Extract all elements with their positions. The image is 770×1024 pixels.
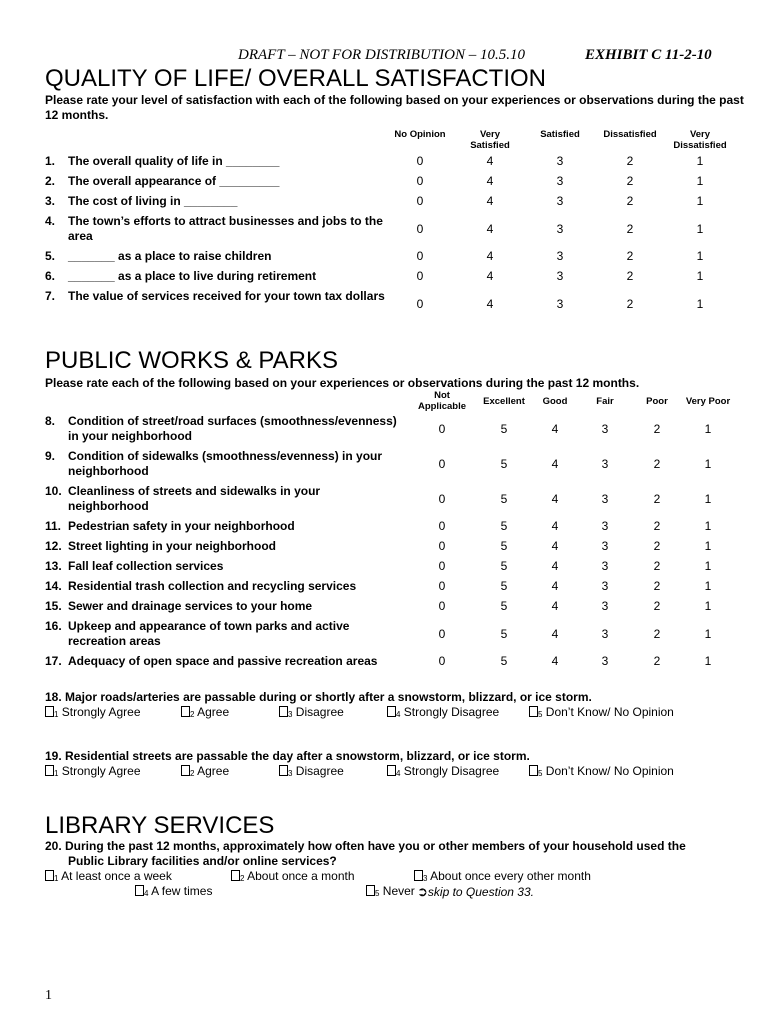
- rating-option[interactable]: 2: [626, 174, 634, 188]
- rating-option[interactable]: 4: [486, 154, 494, 168]
- option-label: About once every other month: [427, 869, 591, 883]
- rating-option[interactable]: 5: [500, 559, 508, 573]
- section-title-quality-of-life: QUALITY OF LIFE/ OVERALL SATISFACTION: [45, 65, 547, 92]
- question-number: 12.: [45, 539, 62, 553]
- column-header: Satisfied: [540, 129, 580, 140]
- question-number: 6.: [45, 269, 56, 283]
- rating-option[interactable]: 4: [551, 654, 559, 668]
- rating-option[interactable]: 2: [653, 539, 661, 553]
- rating-option[interactable]: 5: [500, 492, 508, 506]
- column-header: Good: [542, 396, 568, 407]
- rating-option[interactable]: 0: [438, 539, 446, 553]
- rating-option[interactable]: 4: [486, 174, 494, 188]
- rating-option[interactable]: 3: [601, 457, 609, 471]
- rating-option[interactable]: 5: [500, 539, 508, 553]
- answer-option[interactable]: [45, 705, 141, 722]
- rating-option[interactable]: 2: [653, 457, 661, 471]
- rating-option[interactable]: 5: [500, 422, 508, 436]
- checkbox-icon[interactable]: [387, 765, 396, 776]
- column-header: Dissatisfied: [603, 129, 657, 140]
- rating-option[interactable]: 4: [551, 599, 559, 613]
- answer-option[interactable]: [387, 705, 499, 722]
- draft-notice: DRAFT – NOT FOR DISTRIBUTION – 10.5.10: [238, 47, 525, 63]
- rating-option[interactable]: 2: [626, 194, 634, 208]
- question-number: 11.: [45, 519, 62, 533]
- column-header: Fair: [596, 396, 614, 407]
- question-text: Condition of street/road surfaces (smoothness/evenness) in your neighborhood: [68, 414, 397, 443]
- rating-option[interactable]: 4: [486, 269, 494, 283]
- question-20-line2: Public Library facilities and/or online services?: [68, 854, 337, 868]
- rating-option[interactable]: 0: [438, 579, 446, 593]
- rating-option[interactable]: 1: [696, 249, 704, 263]
- question-text: The value of services received for your town tax dollars: [68, 289, 385, 303]
- answer-option[interactable]: [366, 884, 415, 901]
- rating-option[interactable]: 2: [653, 599, 661, 613]
- question-number: 1.: [45, 154, 56, 168]
- rating-option[interactable]: 3: [601, 579, 609, 593]
- rating-option[interactable]: 3: [556, 269, 564, 283]
- option-label: Don’t Know/ No Opinion: [542, 764, 674, 778]
- rating-option[interactable]: 2: [626, 249, 634, 263]
- section-title-public-works: PUBLIC WORKS & PARKS: [45, 347, 338, 374]
- question-number: 9.: [45, 449, 56, 463]
- option-code: 5: [375, 889, 380, 898]
- rating-option[interactable]: 4: [551, 492, 559, 506]
- rating-option[interactable]: 0: [438, 559, 446, 573]
- question-text: Cleanliness of streets and sidewalks in your neighborhood: [68, 484, 321, 513]
- option-code: 4: [144, 889, 149, 898]
- option-code: 1: [54, 874, 59, 883]
- question-number: 17.: [45, 654, 62, 668]
- question-number: 2.: [45, 174, 56, 188]
- checkbox-icon[interactable]: [181, 765, 190, 776]
- checkbox-icon[interactable]: [181, 706, 190, 717]
- question-number: 10.: [45, 484, 62, 498]
- rating-option[interactable]: 1: [704, 519, 712, 533]
- answer-option[interactable]: [135, 884, 212, 901]
- checkbox-icon[interactable]: [135, 885, 144, 896]
- question-number: 16.: [45, 619, 62, 633]
- column-header: Very Poor: [685, 396, 731, 407]
- rating-option[interactable]: 4: [486, 249, 494, 263]
- option-label: Strongly Disagree: [400, 764, 500, 778]
- rating-option[interactable]: 1: [704, 627, 712, 641]
- answer-option[interactable]: [279, 705, 344, 722]
- rating-option[interactable]: 0: [416, 174, 424, 188]
- question-text: Adequacy of open space and passive recreation areas: [68, 654, 378, 668]
- rating-option[interactable]: 2: [626, 269, 634, 283]
- checkbox-icon[interactable]: [529, 765, 538, 776]
- answer-option[interactable]: [181, 764, 229, 781]
- option-code: 3: [288, 769, 293, 778]
- rating-option[interactable]: 3: [556, 222, 564, 236]
- rating-option[interactable]: 3: [556, 297, 564, 311]
- checkbox-icon[interactable]: [45, 706, 54, 717]
- option-label: Agree: [194, 764, 230, 778]
- rating-option[interactable]: 0: [416, 249, 424, 263]
- option-code: 1: [54, 710, 59, 719]
- rating-option[interactable]: 5: [500, 627, 508, 641]
- column-header: Excellent: [483, 396, 525, 407]
- question-text: The town’s efforts to attract businesses and jobs to the area: [68, 214, 383, 243]
- rating-option[interactable]: 5: [500, 599, 508, 613]
- option-label: Strongly Disagree: [400, 705, 500, 719]
- rating-option[interactable]: 4: [551, 422, 559, 436]
- option-label: Disagree: [292, 705, 344, 719]
- rating-option[interactable]: 0: [438, 599, 446, 613]
- checkbox-icon[interactable]: [45, 870, 54, 881]
- option-code: 4: [396, 769, 401, 778]
- rating-option[interactable]: 2: [626, 222, 634, 236]
- rating-option[interactable]: 0: [438, 654, 446, 668]
- answer-option[interactable]: [231, 869, 355, 886]
- answer-option[interactable]: [45, 764, 141, 781]
- rating-option[interactable]: 2: [653, 492, 661, 506]
- checkbox-icon[interactable]: [279, 765, 288, 776]
- checkbox-icon[interactable]: [529, 706, 538, 717]
- option-code: 2: [240, 874, 245, 883]
- rating-option[interactable]: 2: [653, 627, 661, 641]
- rating-option[interactable]: 2: [653, 559, 661, 573]
- rating-option[interactable]: 0: [416, 222, 424, 236]
- skip-text: skip to Question 33.: [427, 885, 534, 899]
- option-label: Strongly Agree: [58, 764, 141, 778]
- rating-option[interactable]: 5: [500, 519, 508, 533]
- rating-option[interactable]: 3: [556, 249, 564, 263]
- question-number: 15.: [45, 599, 62, 613]
- rating-option[interactable]: 1: [696, 174, 704, 188]
- question-18: 18. Major roads/arteries are passable during or shortly after a snowstorm, blizzard, or ice storm.: [45, 690, 592, 704]
- question-number: 3.: [45, 194, 56, 208]
- rating-option[interactable]: 3: [601, 492, 609, 506]
- question-text: Street lighting in your neighborhood: [68, 539, 276, 553]
- question-text: Fall leaf collection services: [68, 559, 224, 573]
- answer-option[interactable]: [279, 764, 344, 781]
- rating-option[interactable]: 4: [551, 457, 559, 471]
- rating-option[interactable]: 1: [704, 579, 712, 593]
- option-code: 2: [190, 710, 195, 719]
- question-number: 7.: [45, 289, 56, 303]
- column-header: Very Dissatisfied: [673, 129, 727, 151]
- skip-instruction: [417, 884, 534, 900]
- checkbox-icon[interactable]: [366, 885, 375, 896]
- rating-option[interactable]: 3: [601, 422, 609, 436]
- rating-option[interactable]: 3: [601, 627, 609, 641]
- question-text: _______ as a place to raise children: [68, 249, 272, 263]
- rating-option[interactable]: 4: [551, 627, 559, 641]
- checkbox-icon[interactable]: [279, 706, 288, 717]
- option-label: A few times: [148, 884, 213, 898]
- answer-option[interactable]: [387, 764, 499, 781]
- option-code: 2: [190, 769, 195, 778]
- rating-option[interactable]: 1: [696, 222, 704, 236]
- rating-option[interactable]: 1: [704, 422, 712, 436]
- option-label: Strongly Agree: [58, 705, 141, 719]
- section-title-library: LIBRARY SERVICES: [45, 812, 275, 839]
- question-number: 5.: [45, 249, 56, 263]
- column-header: Poor: [646, 396, 668, 407]
- question-text: Pedestrian safety in your neighborhood: [68, 519, 295, 533]
- rating-option[interactable]: 0: [416, 297, 424, 311]
- option-label: Don’t Know/ No Opinion: [542, 705, 674, 719]
- rating-option[interactable]: 0: [438, 627, 446, 641]
- answer-option[interactable]: [181, 705, 229, 722]
- rating-option[interactable]: 1: [704, 559, 712, 573]
- option-label: Never: [379, 884, 415, 898]
- rating-option[interactable]: 4: [551, 519, 559, 533]
- column-header: No Opinion: [394, 129, 446, 140]
- answer-option[interactable]: [529, 705, 674, 722]
- question-text: Condition of sidewalks (smoothness/evenness) in your neighborhood: [68, 449, 383, 478]
- rating-option[interactable]: 0: [416, 269, 424, 283]
- rating-option[interactable]: 3: [601, 539, 609, 553]
- rating-option[interactable]: 1: [704, 654, 712, 668]
- rating-option[interactable]: 2: [626, 154, 634, 168]
- rating-option[interactable]: 2: [653, 422, 661, 436]
- question-text: The cost of living in ________: [68, 194, 238, 208]
- rating-option[interactable]: 1: [704, 457, 712, 471]
- rating-option[interactable]: 1: [704, 539, 712, 553]
- page-number: 1: [45, 988, 52, 1003]
- question-text: _______ as a place to live during retirement: [68, 269, 317, 283]
- question-19: 19. Residential streets are passable the day after a snowstorm, blizzard, or ice storm.: [45, 749, 530, 763]
- option-code: 5: [538, 710, 543, 719]
- rating-option[interactable]: 2: [626, 297, 634, 311]
- rating-option[interactable]: 5: [500, 579, 508, 593]
- question-text: Residential trash collection and recycling services: [68, 579, 357, 593]
- column-header: Very Satisfied: [470, 129, 510, 151]
- rating-option[interactable]: 3: [556, 154, 564, 168]
- question-text: Sewer and drainage services to your home: [68, 599, 313, 613]
- rating-option[interactable]: 3: [556, 174, 564, 188]
- rating-option[interactable]: 0: [438, 492, 446, 506]
- rating-option[interactable]: 0: [416, 194, 424, 208]
- option-label: Disagree: [292, 764, 344, 778]
- rating-option[interactable]: 1: [696, 194, 704, 208]
- exhibit-label: EXHIBIT C 11-2-10: [585, 47, 712, 63]
- checkbox-icon[interactable]: [231, 870, 240, 881]
- column-header: Not Applicable: [417, 390, 467, 412]
- option-code: 1: [54, 769, 59, 778]
- section-intro-public-works: Please rate each of the following based on your experiences or observations during the past 12 months.: [45, 376, 640, 390]
- option-label: Agree: [194, 705, 230, 719]
- rating-option[interactable]: 5: [500, 654, 508, 668]
- question-20-line1: 20. During the past 12 months, approximately how often have you or other members of your household used the: [45, 839, 686, 853]
- rating-option[interactable]: 3: [601, 519, 609, 533]
- rating-option[interactable]: 4: [486, 222, 494, 236]
- checkbox-icon[interactable]: [45, 765, 54, 776]
- answer-option[interactable]: [529, 764, 674, 781]
- option-label: About once a month: [244, 869, 355, 883]
- rating-option[interactable]: 2: [653, 654, 661, 668]
- rating-option[interactable]: 4: [486, 194, 494, 208]
- rating-option[interactable]: 5: [500, 457, 508, 471]
- checkbox-icon[interactable]: [414, 870, 423, 881]
- rating-option[interactable]: 4: [486, 297, 494, 311]
- question-number: 4.: [45, 214, 56, 228]
- checkbox-icon[interactable]: [387, 706, 396, 717]
- rating-option[interactable]: 0: [438, 457, 446, 471]
- rating-option[interactable]: 0: [438, 519, 446, 533]
- rating-option[interactable]: 2: [653, 579, 661, 593]
- option-code: 3: [288, 710, 293, 719]
- rating-option[interactable]: 3: [601, 654, 609, 668]
- option-code: 4: [396, 710, 401, 719]
- question-text: Upkeep and appearance of town parks and active recreation areas: [68, 619, 350, 648]
- rating-option[interactable]: 4: [551, 539, 559, 553]
- rating-option[interactable]: 2: [653, 519, 661, 533]
- option-code: 5: [538, 769, 543, 778]
- question-text: The overall quality of life in ________: [68, 154, 280, 168]
- question-number: 13.: [45, 559, 62, 573]
- rating-option[interactable]: 1: [704, 599, 712, 613]
- option-code: 3: [423, 874, 428, 883]
- rating-option[interactable]: 1: [696, 297, 704, 311]
- question-number: 14.: [45, 579, 62, 593]
- rating-option[interactable]: 1: [704, 492, 712, 506]
- rating-option[interactable]: 1: [696, 154, 704, 168]
- rating-option[interactable]: 0: [416, 154, 424, 168]
- skip-arrow-icon: ➲: [417, 884, 428, 899]
- rating-option[interactable]: 3: [601, 559, 609, 573]
- question-text: The overall appearance of _________: [68, 174, 280, 188]
- rating-option[interactable]: 3: [601, 599, 609, 613]
- rating-option[interactable]: 0: [438, 422, 446, 436]
- question-number: 8.: [45, 414, 56, 428]
- section-intro-quality-of-life: Please rate your level of satisfaction with each of the following based on your experiences or observations during the past 12 months.: [45, 93, 744, 122]
- rating-option[interactable]: 4: [551, 579, 559, 593]
- rating-option[interactable]: 1: [696, 269, 704, 283]
- rating-option[interactable]: 4: [551, 559, 559, 573]
- rating-option[interactable]: 3: [556, 194, 564, 208]
- option-label: At least once a week: [58, 869, 172, 883]
